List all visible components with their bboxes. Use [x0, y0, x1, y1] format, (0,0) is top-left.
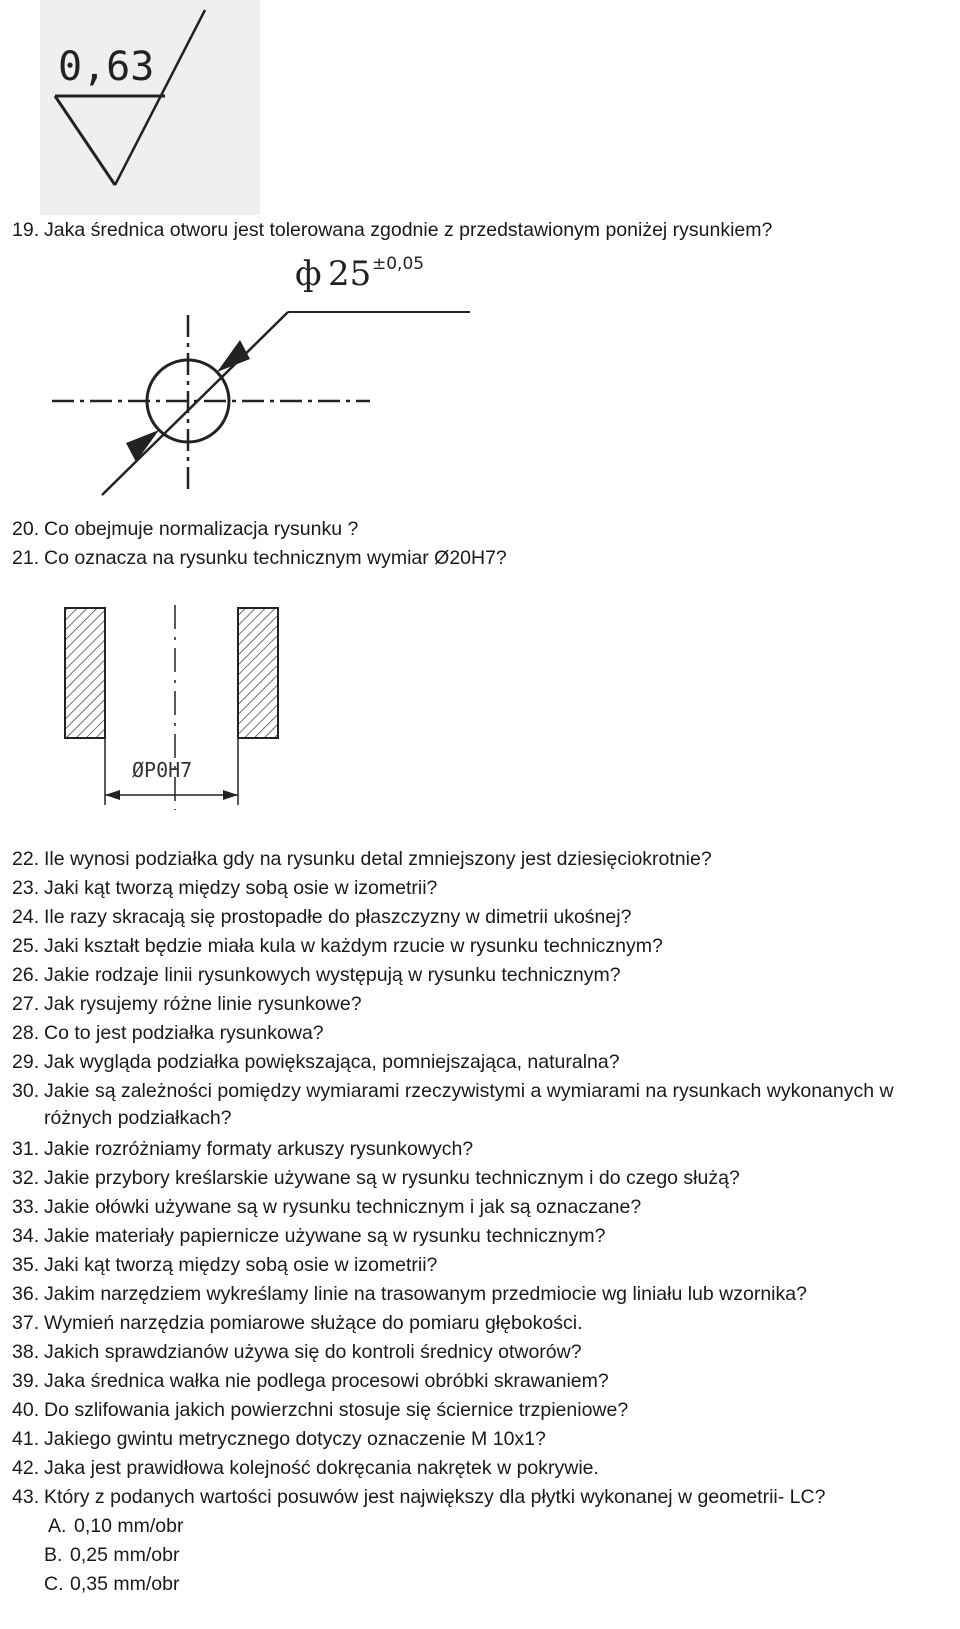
roughness-symbol-figure [40, 0, 260, 215]
question-text: Jakie ołówki używane są w rysunku technicznym i jak są oznaczane? [44, 1196, 642, 1218]
question-number: 40. [12, 1399, 40, 1421]
question-number: 32. [12, 1167, 40, 1189]
question-number: 31. [12, 1138, 40, 1160]
option-text: 0,10 mm/obr [74, 1515, 184, 1537]
question-number: 28. [12, 1022, 40, 1044]
question-number: 38. [12, 1341, 40, 1363]
question-number: 37. [12, 1312, 40, 1334]
question-number: 25. [12, 935, 40, 957]
question-text: Jak rysujemy różne linie rysunkowe? [44, 993, 362, 1015]
question-text: Do szlifowania jakich powierzchni stosuje się ściernice trzpieniowe? [44, 1399, 629, 1421]
question-number: 43. [12, 1486, 40, 1508]
question-text: Jaka średnica wałka nie podlega procesowi obróbki skrawaniem? [44, 1370, 609, 1392]
question-text: Wymień narzędzia pomiarowe służące do pomiaru głębokości. [44, 1312, 583, 1334]
question-text: Jaki kąt tworzą między sobą osie w izometrii? [44, 877, 438, 899]
question-text: Jakich sprawdzianów używa się do kontroli średnicy otworów? [44, 1341, 582, 1363]
question-text: Ile razy skracają się prostopadłe do płaszczyzny w dimetrii ukośnej? [44, 906, 632, 928]
question-number: 27. [12, 993, 40, 1015]
option-text: 0,35 mm/obr [70, 1573, 180, 1595]
option-text: 0,25 mm/obr [70, 1544, 180, 1566]
question-number: 20. [12, 518, 40, 540]
question-text: Co to jest podziałka rysunkowa? [44, 1022, 324, 1044]
question-number: 29. [12, 1051, 40, 1073]
question-text: Ile wynosi podziałka gdy na rysunku detal zmniejszony jest dziesięciokrotnie? [44, 848, 712, 870]
option-label: B. [44, 1544, 63, 1566]
question-text: Jakie przybory kreślarskie używane są w rysunku technicznym i do czego służą? [44, 1167, 740, 1189]
roughness-value: 0,63 [58, 44, 155, 90]
diameter-symbol: ф [295, 255, 322, 294]
question-text: Jaka średnica otworu jest tolerowana zgodnie z przedstawionym poniżej rysunkiem? [44, 219, 773, 241]
question-text: Jakim narzędziem wykreślamy linie na trasowanym przedmiocie wg liniału lub wzornika? [44, 1283, 807, 1305]
answer-option-b [44, 1542, 179, 1569]
question-text: Jakiego gwintu metrycznego dotyczy oznaczenie M 10x1? [44, 1428, 546, 1450]
question-text: Jakie rozróżniamy formaty arkuszy rysunkowych? [44, 1138, 474, 1160]
diameter-value: 25 [328, 255, 372, 294]
question-text: Jakie materiały papiernicze używane są w rysunku technicznym? [44, 1225, 606, 1247]
question-text: Który z podanych wartości posuwów jest największy dla płytki wykonanej w geometrii- LC? [44, 1486, 826, 1508]
option-label: C. [44, 1573, 64, 1595]
question-number: 30. [12, 1080, 40, 1102]
tolerance-drawing-figure [40, 255, 480, 525]
question-text: Jaka jest prawidłowa kolejność dokręcania nakrętek w pokrywie. [44, 1457, 599, 1479]
question-text: Jakie są zależności pomiędzy wymiarami rzeczywistymi a wymiarami na rysunkach wykonanych w różnych podziałkach? [44, 1080, 894, 1129]
question-number: 21. [12, 547, 40, 569]
question-number: 42. [12, 1457, 40, 1479]
answer-option-a [48, 1513, 183, 1540]
question-text: Co oznacza na rysunku technicznym wymiar Ø20H7? [44, 547, 507, 569]
tolerance-value: ±0,05 [372, 255, 425, 274]
question-number: 41. [12, 1428, 40, 1450]
question-number: 19. [12, 219, 40, 241]
answer-option-c [44, 1571, 179, 1598]
question-text: Jaki kształt będzie miała kula w każdym rzucie w rysunku technicznym? [44, 935, 663, 957]
option-label: A. [48, 1515, 67, 1537]
question-text: Co obejmuje normalizacja rysunku ? [44, 518, 359, 540]
question-number: 24. [12, 906, 40, 928]
question-number: 33. [12, 1196, 40, 1218]
question-text: Jak wygląda podziałka powiększająca, pomniejszająca, naturalna? [44, 1051, 620, 1073]
question-number: 26. [12, 964, 40, 986]
question-number: 34. [12, 1225, 40, 1247]
question-text: Jaki kąt tworzą między sobą osie w izometrii? [44, 1254, 438, 1276]
question-text: Jakie rodzaje linii rysunkowych występują w rysunku technicznym? [44, 964, 621, 986]
question-number: 36. [12, 1283, 40, 1305]
question-number: 35. [12, 1254, 40, 1276]
bore-dimension-label: ØP0H7 [132, 758, 193, 782]
question-number: 39. [12, 1370, 40, 1392]
question-number: 22. [12, 848, 40, 870]
question-number: 23. [12, 877, 40, 899]
bore-dimension-figure [60, 605, 300, 835]
